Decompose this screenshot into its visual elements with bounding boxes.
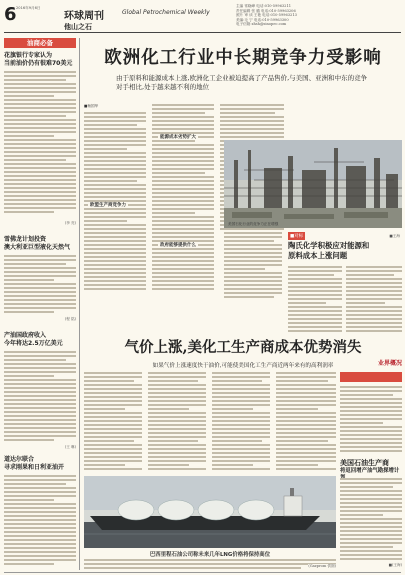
sidebar bbox=[4, 38, 76, 570]
main-byline: ■杨国华 bbox=[84, 104, 99, 108]
lng-caption-text: 巴西里程石油公司称未来几年LNG价格将保持高位 bbox=[149, 552, 271, 558]
photo-caption: 美国石化行业的竞争力正在增强 bbox=[228, 222, 279, 227]
sidebar-story-subtitle: 澳大利亚巨型液化天然气 bbox=[4, 244, 71, 251]
sidebar-story[interactable] bbox=[4, 456, 76, 569]
second-column-3 bbox=[212, 372, 270, 472]
bottom-lines bbox=[84, 559, 336, 571]
sidebar-story-source: (李 亮) bbox=[64, 221, 76, 225]
subhead-3: 政府能够提供什么 bbox=[160, 243, 196, 248]
right-news-body bbox=[340, 478, 402, 564]
sidebar-story-body bbox=[4, 351, 76, 445]
main-article[interactable] bbox=[84, 38, 402, 100]
center-body bbox=[224, 232, 284, 302]
sidebar-story-title: 花旗银行专家认为 bbox=[4, 52, 53, 59]
main-deck: 由于原料和能源成本上涨,欧洲化工企业被迫提高了产品售价,与美国、亚洲和中东的竞争对手相比,处于越来越不利的地位 bbox=[116, 74, 368, 91]
lng-credit: (Gazprom 供图) bbox=[308, 564, 336, 568]
sidebar-story-body bbox=[4, 71, 76, 221]
plant-photo bbox=[224, 140, 402, 228]
main-headline: 欧洲化工行业中长期竞争力受影响 bbox=[104, 48, 382, 68]
right-news-byline: ■(王海) bbox=[388, 563, 402, 568]
masthead-rule bbox=[4, 32, 401, 33]
right-news-column[interactable] bbox=[340, 360, 402, 570]
second-column-2 bbox=[148, 372, 206, 472]
subhead-1: 欧盟生产商竞争力 bbox=[90, 203, 126, 208]
right-news-intro bbox=[340, 386, 402, 456]
sidebar-story-title: 雪佛龙计划投资 bbox=[4, 236, 47, 243]
masthead bbox=[0, 0, 405, 36]
feature-body-1 bbox=[288, 266, 342, 336]
second-column-1 bbox=[84, 372, 142, 472]
sidebar-story-subtitle: 寻求刚果和日利亚油开 bbox=[4, 464, 65, 471]
top-info-block bbox=[236, 4, 402, 27]
second-deck: 如果气价上涨速度快于油价,可能使美国化工生产商近两年来有的高利润率 bbox=[152, 363, 334, 369]
body-column-2 bbox=[152, 104, 214, 294]
sidebar-title: 油商必备 bbox=[27, 39, 53, 47]
right-news-title: 美国石油生产商 bbox=[340, 458, 389, 467]
sidebar-story-subtitle: 今年将达2.5万亿美元 bbox=[4, 340, 63, 347]
column-divider bbox=[79, 38, 80, 570]
section-title: 环球周刊 bbox=[64, 11, 104, 22]
sidebar-story-source: (程 铭) bbox=[64, 317, 76, 321]
feature-headline: 陶氏化学积极应对能源和原料成本上涨问题 bbox=[288, 241, 370, 260]
publication-name: Global Petrochemical Weekly bbox=[122, 9, 210, 16]
top-info-line: 照片 审 读 王艳 电话:010-59963213 bbox=[236, 13, 297, 18]
feature-body-2 bbox=[346, 266, 402, 336]
refinery-image bbox=[224, 140, 402, 228]
sidebar-story-subtitle: 当前油价仍有很难70美元 bbox=[4, 60, 73, 67]
page-bottom-rule bbox=[4, 572, 401, 573]
feature-byline: ■王海 bbox=[389, 234, 400, 238]
sidebar-title-bar bbox=[4, 38, 76, 48]
sidebar-story-body bbox=[4, 475, 76, 569]
column-name: 他山之石 bbox=[64, 23, 92, 31]
page-number: 6 bbox=[4, 4, 17, 25]
sidebar-story[interactable] bbox=[4, 236, 76, 322]
sidebar-story-source: (王 琳) bbox=[64, 445, 76, 449]
second-headline: 气价上涨,美化工生产商成本优势消失 bbox=[124, 339, 362, 356]
center-column bbox=[224, 232, 282, 300]
second-body bbox=[84, 372, 336, 472]
subhead-2: 能源成本劣势扩大 bbox=[160, 135, 196, 140]
top-info-line: 美编:毛 宁 电话:010-59963300 bbox=[236, 17, 289, 22]
dow-feature[interactable] bbox=[288, 232, 402, 336]
sidebar-story-body bbox=[4, 255, 76, 317]
second-column-4 bbox=[276, 372, 336, 472]
lng-photo bbox=[84, 476, 336, 548]
top-info-line: 主编 常晓峰 电话:010-59963211 bbox=[236, 4, 292, 8]
top-info-line: 电子信箱:zhsh@sinopec.com bbox=[236, 22, 287, 27]
sidebar-story[interactable] bbox=[4, 332, 76, 450]
top-info-line: 责任编辑 张 璐 电话:010-59963206 bbox=[236, 8, 296, 13]
sidebar-story[interactable] bbox=[4, 52, 76, 226]
sidebar-story-title: 产油国政府收入 bbox=[4, 332, 47, 339]
industry-tag: 业界概况 bbox=[377, 360, 402, 367]
second-article-header[interactable] bbox=[84, 336, 402, 368]
feature-label: ■对标 bbox=[290, 234, 304, 239]
bottom-text bbox=[84, 559, 336, 571]
date-line: 2016年9月6日 bbox=[16, 6, 41, 10]
right-news-banner bbox=[340, 372, 402, 382]
sidebar-story-title: 道达尔联合 bbox=[4, 456, 35, 463]
lng-photo-caption bbox=[84, 550, 336, 558]
lng-tanker-image bbox=[84, 476, 336, 548]
right-news-subtitle: 将返回增产油气勘探增计 bbox=[340, 468, 400, 474]
